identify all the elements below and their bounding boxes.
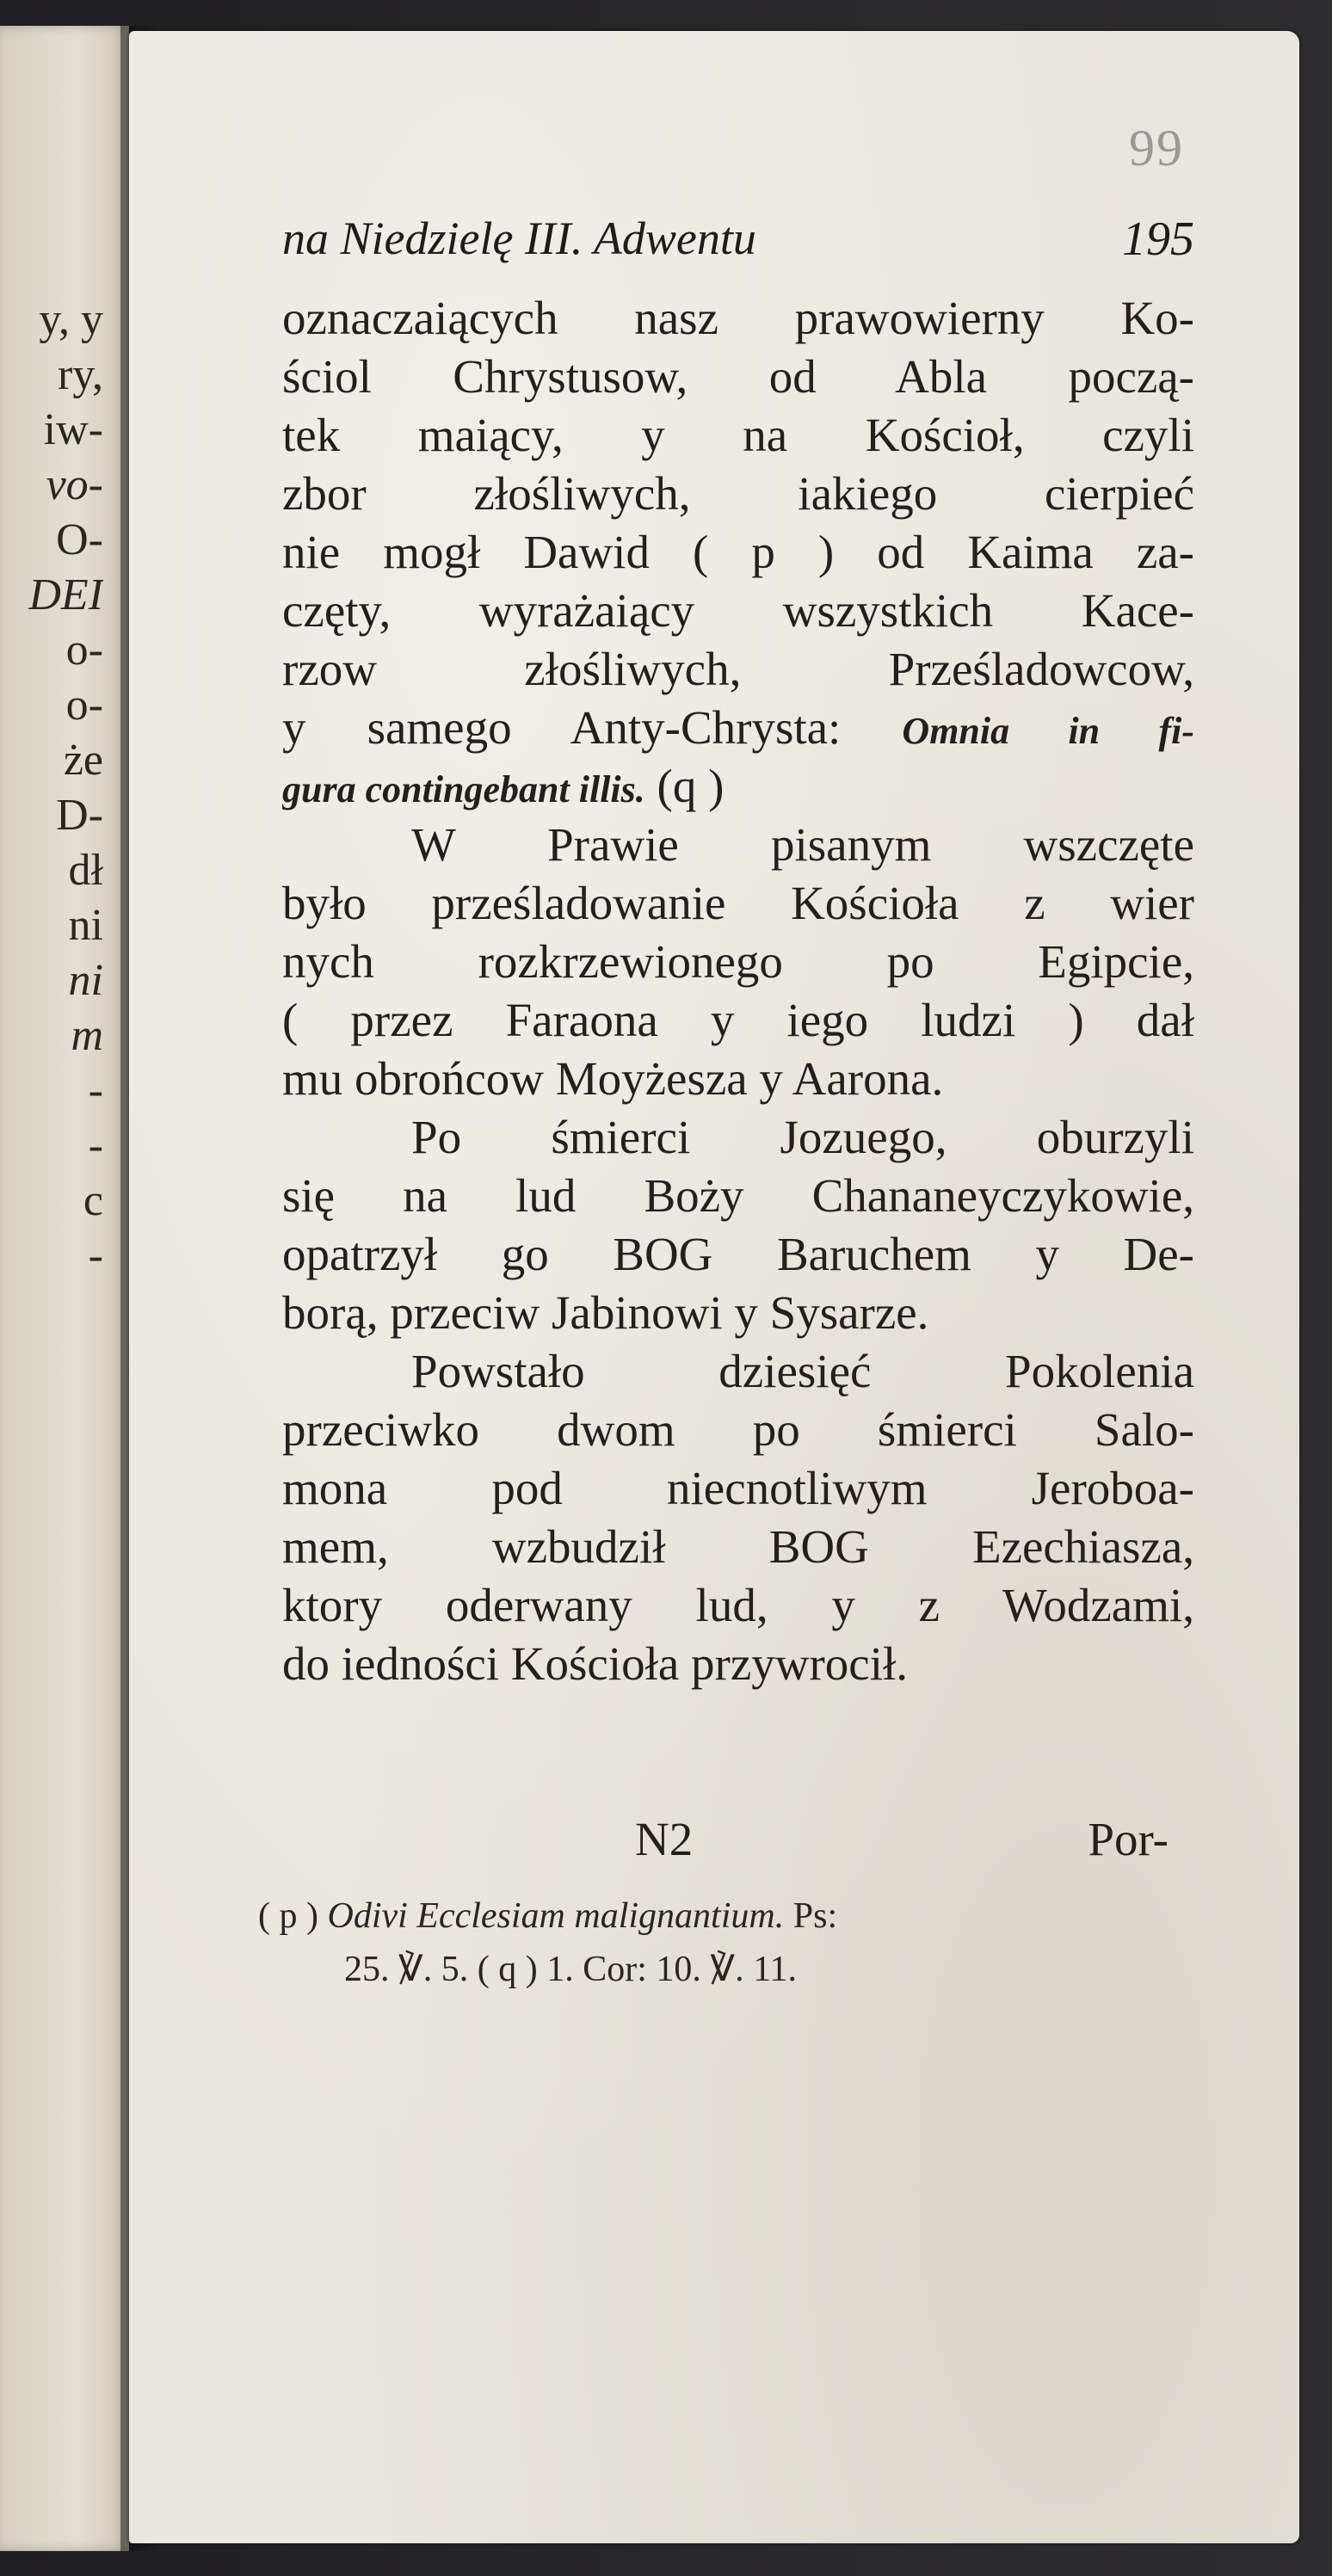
latin-quotation: gura contingebant illis. xyxy=(282,768,645,810)
text-line xyxy=(282,289,1194,348)
text-segment: ( przez Faraona y iego ludzi ) dał xyxy=(282,994,1194,1046)
left-page-fragment: - xyxy=(88,1231,103,1280)
footnote-p-reference: Ps: xyxy=(784,1896,838,1936)
text-segment: nie mogł Dawid ( p ) od Kaima za- xyxy=(282,526,1194,578)
text-line xyxy=(282,406,1194,465)
left-page-fragment: ry, xyxy=(58,350,103,399)
text-segment: rzow złośliwych, Prześladowcow, xyxy=(282,643,1194,695)
left-page-fragment: O- xyxy=(56,515,103,564)
text-line xyxy=(282,1635,1194,1693)
footnotes xyxy=(258,1889,1213,1996)
left-page-fragment: - xyxy=(88,1121,103,1170)
text-segment: Po śmierci Jozuego, oburzyli xyxy=(411,1111,1194,1163)
text-segment: borą, przeciw Jabinowi y Sysarze. xyxy=(282,1286,929,1339)
page-header xyxy=(282,212,1194,274)
left-page-fragment: dł xyxy=(68,846,103,895)
left-page-fragment: iw- xyxy=(43,405,103,454)
text-line xyxy=(282,1401,1194,1459)
text-line xyxy=(282,348,1194,406)
left-page-fragment: vo- xyxy=(46,460,103,509)
text-segment: W Prawie pisanym wszczęte xyxy=(411,818,1194,871)
text-line xyxy=(282,582,1194,640)
latin-quotation: Omnia in fi- xyxy=(902,710,1194,752)
text-segment: przeciwko dwom po śmierci Salo- xyxy=(282,1403,1194,1456)
left-page-fragment: - xyxy=(88,1066,103,1115)
text-segment: ktory oderwany lud, y z Wodzami, xyxy=(282,1579,1194,1631)
catchword: Por- xyxy=(1088,1813,1169,1865)
signature-mark: N2 xyxy=(635,1813,694,1865)
pencil-page-number: 99 xyxy=(1129,120,1184,176)
text-line xyxy=(282,640,1194,699)
text-segment: częty, wyrażaiący wszystkich Kace- xyxy=(282,584,1194,637)
left-page-text-fragments xyxy=(0,293,103,1284)
text-segment: mona pod niecnotliwym Jeroboa- xyxy=(282,1462,1194,1514)
text-segment: do iedności Kościoła przywrocił. xyxy=(282,1637,909,1690)
left-page-fragment: że xyxy=(63,736,103,785)
footnote-line-2: 25. ℣. 5. ( q ) 1. Cor: 10. ℣. 11. xyxy=(344,1950,798,1989)
left-page-fragment: o- xyxy=(65,626,103,675)
text-line xyxy=(282,465,1194,523)
text-line xyxy=(282,1050,1194,1108)
text-segment: Powstało dziesięć Pokolenia xyxy=(411,1345,1194,1397)
left-page-fragment: DEI xyxy=(28,570,103,619)
text-segment: się na lud Boży Chananeyczykowie, xyxy=(282,1169,1194,1222)
text-segment: mem, wzbudził BOG Ezechiasza, xyxy=(282,1520,1194,1573)
text-segment: ściol Chrystusow, od Abla począ- xyxy=(282,350,1194,403)
left-page-fragment: ni xyxy=(68,956,103,1005)
text-line xyxy=(282,1225,1194,1284)
running-head: na Niedzielę III. Adwentu xyxy=(282,213,756,264)
right-page xyxy=(129,31,1299,2543)
left-page-fragment: m xyxy=(71,1011,103,1060)
text-line xyxy=(282,1342,1194,1401)
text-line xyxy=(282,816,1194,874)
footnote-marker-p: ( p ) xyxy=(258,1896,328,1936)
text-line xyxy=(282,757,1194,816)
left-page-fragment: D- xyxy=(56,791,103,840)
text-line xyxy=(282,1167,1194,1225)
left-page-fragment: y, y xyxy=(39,295,103,344)
text-line xyxy=(282,1576,1194,1635)
text-segment: (q ) xyxy=(644,760,725,812)
body-text xyxy=(282,289,1194,1693)
text-segment: nych rozkrzewionego po Egipcie, xyxy=(282,935,1194,988)
page-number: 195 xyxy=(1122,213,1194,266)
left-page-fragment: c xyxy=(83,1176,103,1225)
text-line xyxy=(282,699,1194,757)
footnote-p-text: Odivi Ecclesiam malignantium. xyxy=(327,1896,785,1936)
page-footer-marks xyxy=(282,1812,1194,1874)
text-line xyxy=(282,874,1194,933)
text-line xyxy=(282,933,1194,991)
text-line xyxy=(282,1284,1194,1342)
text-line xyxy=(282,1108,1194,1167)
text-line xyxy=(282,523,1194,582)
left-page-fragment: o- xyxy=(65,681,103,730)
text-segment: było prześladowanie Kościoła z wier xyxy=(282,877,1194,929)
left-page xyxy=(0,26,129,2551)
text-line xyxy=(282,1518,1194,1576)
text-segment: y samego Anty-Chrysta: xyxy=(282,701,903,754)
footnote-line-1 xyxy=(258,1889,1213,1943)
text-line xyxy=(282,1459,1194,1518)
text-segment: zbor złośliwych, iakiego cierpieć xyxy=(282,467,1194,520)
text-line xyxy=(282,991,1194,1050)
text-segment: opatrzył go BOG Baruchem y De- xyxy=(282,1228,1194,1280)
text-segment: mu obrońcow Moyżesza y Aarona. xyxy=(282,1052,944,1105)
text-segment: tek maiący, y na Kościoł, czyli xyxy=(282,409,1194,461)
text-segment: oznaczaiących nasz prawowierny Ko- xyxy=(282,292,1194,344)
left-page-fragment: ni xyxy=(68,901,103,950)
